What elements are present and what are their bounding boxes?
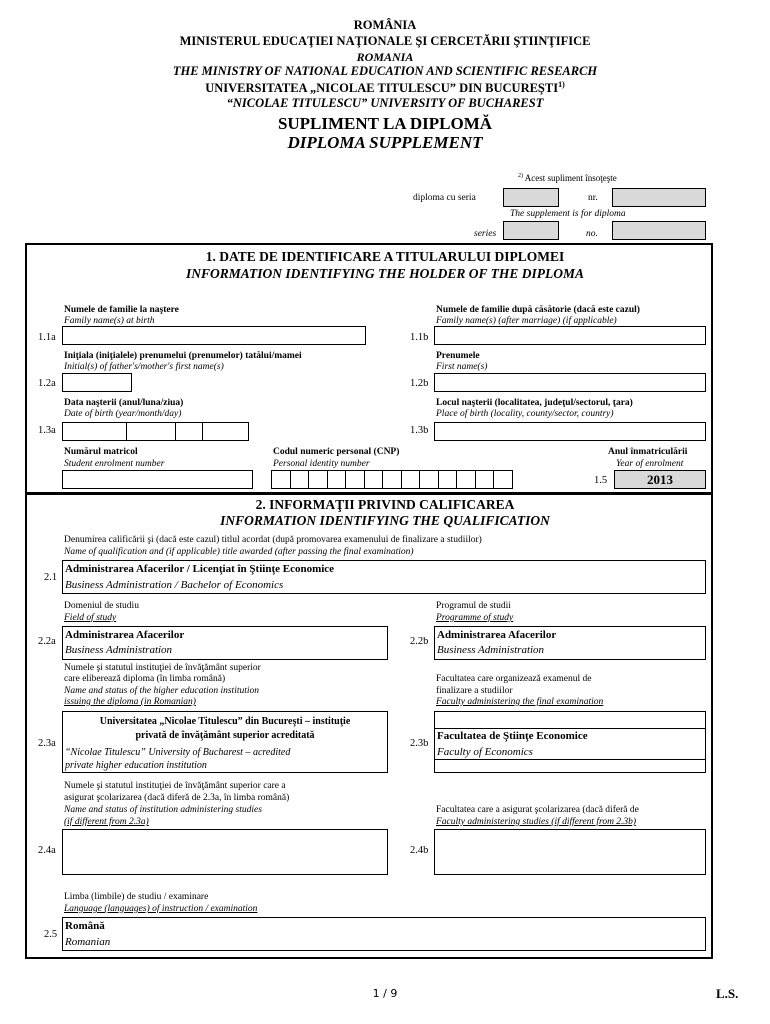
birth-place-label-ro: Locul naşterii (localitatea, judeţul/sectorul, ţara): [436, 398, 633, 408]
cnp-digit-cell[interactable]: [419, 470, 439, 489]
field-number-2-2a: 2.2a: [38, 636, 56, 647]
exam-faculty-field[interactable]: [434, 711, 706, 773]
qualification-value-en: Business Administration / Bachelor of Economics: [65, 579, 284, 591]
section1-title-ro: 1. DATE DE IDENTIFICARE A TITULARULUI DIPLOMEI: [205, 249, 565, 264]
cnp-digit-cell[interactable]: [345, 470, 365, 489]
field-number-1-1a: 1.1a: [38, 332, 56, 343]
family-name-birth-label-en: Family name(s) at birth: [64, 316, 155, 326]
studies-faculty-label-ro: Facultatea care a asigurat şcolarizarea (dacă diferă de: [436, 805, 639, 815]
qualification-label-en: Name of qualification and (if applicable) title awarded (after passing the final examination): [64, 547, 414, 557]
field-number-1-5: 1.5: [594, 475, 608, 486]
cnp-digit-cell[interactable]: [364, 470, 384, 489]
cnp-label-en: Personal identity number: [273, 459, 370, 469]
programme-value-en: Business Administration: [437, 644, 545, 656]
diploma-no-label-en: no.: [586, 229, 598, 239]
family-name-birth-label-ro: Numele de familie la naştere: [64, 305, 179, 315]
cnp-digit-cell[interactable]: [438, 470, 458, 489]
first-name-label-en: First name(s): [436, 362, 488, 372]
country-en: ROMANIA: [356, 50, 414, 64]
first-name-label-ro: Prenumele: [436, 351, 480, 361]
page-number: 1 / 9: [372, 987, 398, 1000]
enrolment-number-field[interactable]: [62, 470, 253, 489]
section1-title-en: INFORMATION IDENTIFYING THE HOLDER OF THE DIPLOMA: [185, 266, 585, 281]
cnp-digit-cell[interactable]: [493, 470, 513, 489]
programme-field[interactable]: [434, 626, 706, 660]
studies-institution-label-ro-1: Numele şi statutul instituţiei de învăţământ superior care a: [64, 781, 286, 791]
institution-field[interactable]: [62, 711, 388, 773]
language-label-en: Language (languages) of instruction / examination: [64, 904, 258, 914]
diploma-series-field[interactable]: [503, 188, 559, 207]
field-number-1-1b: 1.1b: [410, 332, 429, 343]
field-number-2-3a: 2.3a: [38, 738, 56, 749]
family-name-birth-field[interactable]: [62, 326, 366, 345]
university-ro: UNIVERSITATEA „NICOLAE TITULESCU” DIN BUCUREŞTI$^{1)}$: [205, 80, 565, 96]
birth-date-label-en: Date of birth (year/month/day): [64, 409, 182, 419]
qualification-label-ro: Denumirea calificării şi (dacă este cazul) titlul acordat (după promovarea examenului de finalizare a studiilor): [64, 535, 482, 545]
field-of-study-field[interactable]: [62, 626, 388, 660]
institution-label-en-2: issuing the diploma (in Romanian): [64, 697, 196, 707]
parent-initials-label-ro: Iniţiala (iniţialele) prenumelui (prenumelor) tatălui/mamei: [64, 351, 302, 361]
field-number-2-3b: 2.3b: [410, 738, 429, 749]
section2-title-ro: 2. INFORMAŢII PRIVIND CALIFICAREA: [255, 497, 515, 512]
institution-value-en-2: private higher education institution: [65, 760, 207, 771]
birth-date-extra-field[interactable]: [202, 422, 249, 441]
cnp-digit-cell[interactable]: [290, 470, 310, 489]
exam-faculty-value-ro: Facultatea de Ştiinţe Economice: [437, 730, 588, 742]
institution-label-ro-2: care eliberează diploma (în limba română): [64, 674, 226, 684]
birth-place-label-en: Place of birth (locality, county/sector, country): [436, 409, 614, 419]
enrolment-year-label-ro: Anul înmatriculării: [608, 447, 688, 457]
studies-institution-field[interactable]: [62, 829, 388, 875]
diploma-accompanies-en: The supplement is for diploma: [510, 209, 626, 219]
cnp-digit-cell[interactable]: [475, 470, 495, 489]
field-number-2-1: 2.1: [44, 572, 58, 583]
field-of-study-label-ro: Domeniul de studiu: [64, 601, 139, 611]
field-of-study-value-ro: Administrarea Afacerilor: [65, 629, 185, 641]
ministry-en: THE MINISTRY OF NATIONAL EDUCATION AND SCIENTIFIC RESEARCH: [172, 64, 598, 78]
institution-label-ro-1: Numele şi statutul instituţiei de învăţământ superior: [64, 663, 261, 673]
field-number-1-2b: 1.2b: [410, 378, 429, 389]
family-name-marriage-field[interactable]: [434, 326, 706, 345]
diploma-series-label-en: series: [474, 229, 497, 239]
institution-value-ro-1: Universitatea „Nicolae Titulescu” din Bucureşti – instituţie: [99, 716, 351, 727]
studies-faculty-label-en: Faculty administering studies (if different from 2.3b): [436, 817, 637, 827]
diploma-accompanies-ro: $^{2)}$ Acest supliment însoţeşte: [518, 173, 617, 183]
qualification-field[interactable]: [62, 560, 706, 594]
language-value-ro: Română: [65, 920, 105, 932]
institution-value-en-1: “Nicolae Titulescu” University of Bucharest – acredited: [65, 747, 291, 758]
institution-label-en-1: Name and status of the higher education institution: [64, 686, 260, 696]
exam-faculty-label-ro-1: Facultatea care organizează examenul de: [436, 674, 592, 684]
birth-date-label-ro: Data naşterii (anul/luna/ziua): [64, 398, 184, 408]
language-label-ro: Limba (limbile) de studiu / examinare: [64, 892, 209, 902]
cnp-digit-cell[interactable]: [382, 470, 402, 489]
cnp-digit-cell[interactable]: [271, 470, 291, 489]
cnp-digit-cell[interactable]: [401, 470, 421, 489]
field-number-1-3a: 1.3a: [38, 425, 56, 436]
field-number-2-5: 2.5: [44, 929, 58, 940]
field-number-2-4b: 2.4b: [410, 845, 429, 856]
exam-faculty-value-en: Faculty of Economics: [437, 746, 533, 758]
programme-label-en: Programme of study: [436, 613, 514, 623]
document-title-en: DIPLOMA SUPPLEMENT: [287, 133, 483, 152]
diploma-series-label-ro: diploma cu seria: [413, 193, 476, 203]
birth-month-field[interactable]: [126, 422, 176, 441]
programme-label-ro: Programul de studii: [436, 601, 511, 611]
programme-value-ro: Administrarea Afacerilor: [437, 629, 557, 641]
country-ro: ROMÂNIA: [353, 18, 417, 32]
studies-faculty-field[interactable]: [434, 829, 706, 875]
enrolment-year-label-en: Year of enrolment: [616, 459, 684, 469]
qualification-value-ro: Administrarea Afacerilor / Licenţiat în Ştiinţe Economice: [65, 563, 335, 575]
seal-location: L.S.: [716, 986, 739, 1001]
exam-faculty-label-en: Faculty administering the final examination: [436, 697, 604, 707]
exam-faculty-label-ro-2: finalizare a studiilor: [436, 686, 513, 696]
field-number-2-2b: 2.2b: [410, 636, 429, 647]
family-name-marriage-label-en: Family name(s) (after marriage) (if applicable): [436, 316, 617, 326]
university-en: “NICOLAE TITULESCU” UNIVERSITY OF BUCHAREST: [226, 96, 544, 110]
ministry-ro: MINISTERUL EDUCAŢIEI NAŢIONALE ŞI CERCETĂRII ŞTIINŢIFICE: [179, 34, 591, 48]
diploma-series-field-en[interactable]: [503, 221, 559, 240]
parent-initials-field[interactable]: [62, 373, 132, 392]
section2-title-en: INFORMATION IDENTIFYING THE QUALIFICATION: [220, 513, 550, 528]
field-number-2-4a: 2.4a: [38, 845, 56, 856]
studies-institution-label-en-2: (if different from 2.3a): [64, 817, 149, 827]
diploma-number-field[interactable]: [612, 188, 706, 207]
field-of-study-label-en: Field of study: [64, 613, 117, 623]
document-title-ro: SUPLIMENT LA DIPLOMĂ: [277, 114, 493, 133]
cnp-label-ro: Codul numeric personal (CNP): [273, 447, 400, 457]
language-value-en: Romanian: [65, 936, 111, 948]
birth-year-field[interactable]: [62, 422, 127, 441]
field-of-study-value-en: Business Administration: [65, 644, 173, 656]
institution-value-ro-2: privată de învăţământ superior acreditată: [135, 730, 315, 741]
cnp-digit-cell[interactable]: [327, 470, 347, 489]
cnp-digit-cell[interactable]: [456, 470, 476, 489]
parent-initials-label-en: Initial(s) of father's/mother's first name(s): [64, 362, 224, 372]
field-number-1-3b: 1.3b: [410, 425, 429, 436]
cnp-digit-cell[interactable]: [308, 470, 328, 489]
field-number-1-2a: 1.2a: [38, 378, 56, 389]
birth-place-field[interactable]: [434, 422, 706, 441]
diploma-nr-label-ro: nr.: [588, 193, 598, 203]
studies-institution-label-ro-2: asigurat şcolarizarea (dacă diferă de 2.3a, în limba română): [64, 793, 290, 803]
first-name-field[interactable]: [434, 373, 706, 392]
diploma-number-field-en[interactable]: [612, 221, 706, 240]
enrolment-number-label-ro: Numărul matricol: [64, 447, 138, 457]
language-field[interactable]: [62, 917, 706, 951]
enrolment-number-label-en: Student enrolment number: [64, 459, 165, 469]
birth-day-field[interactable]: [175, 422, 203, 441]
family-name-marriage-label-ro: Numele de familie după căsătorie (dacă este cazul): [436, 305, 640, 315]
studies-institution-label-en-1: Name and status of institution administering studies: [64, 805, 262, 815]
enrolment-year-field[interactable]: 2013: [614, 470, 706, 489]
